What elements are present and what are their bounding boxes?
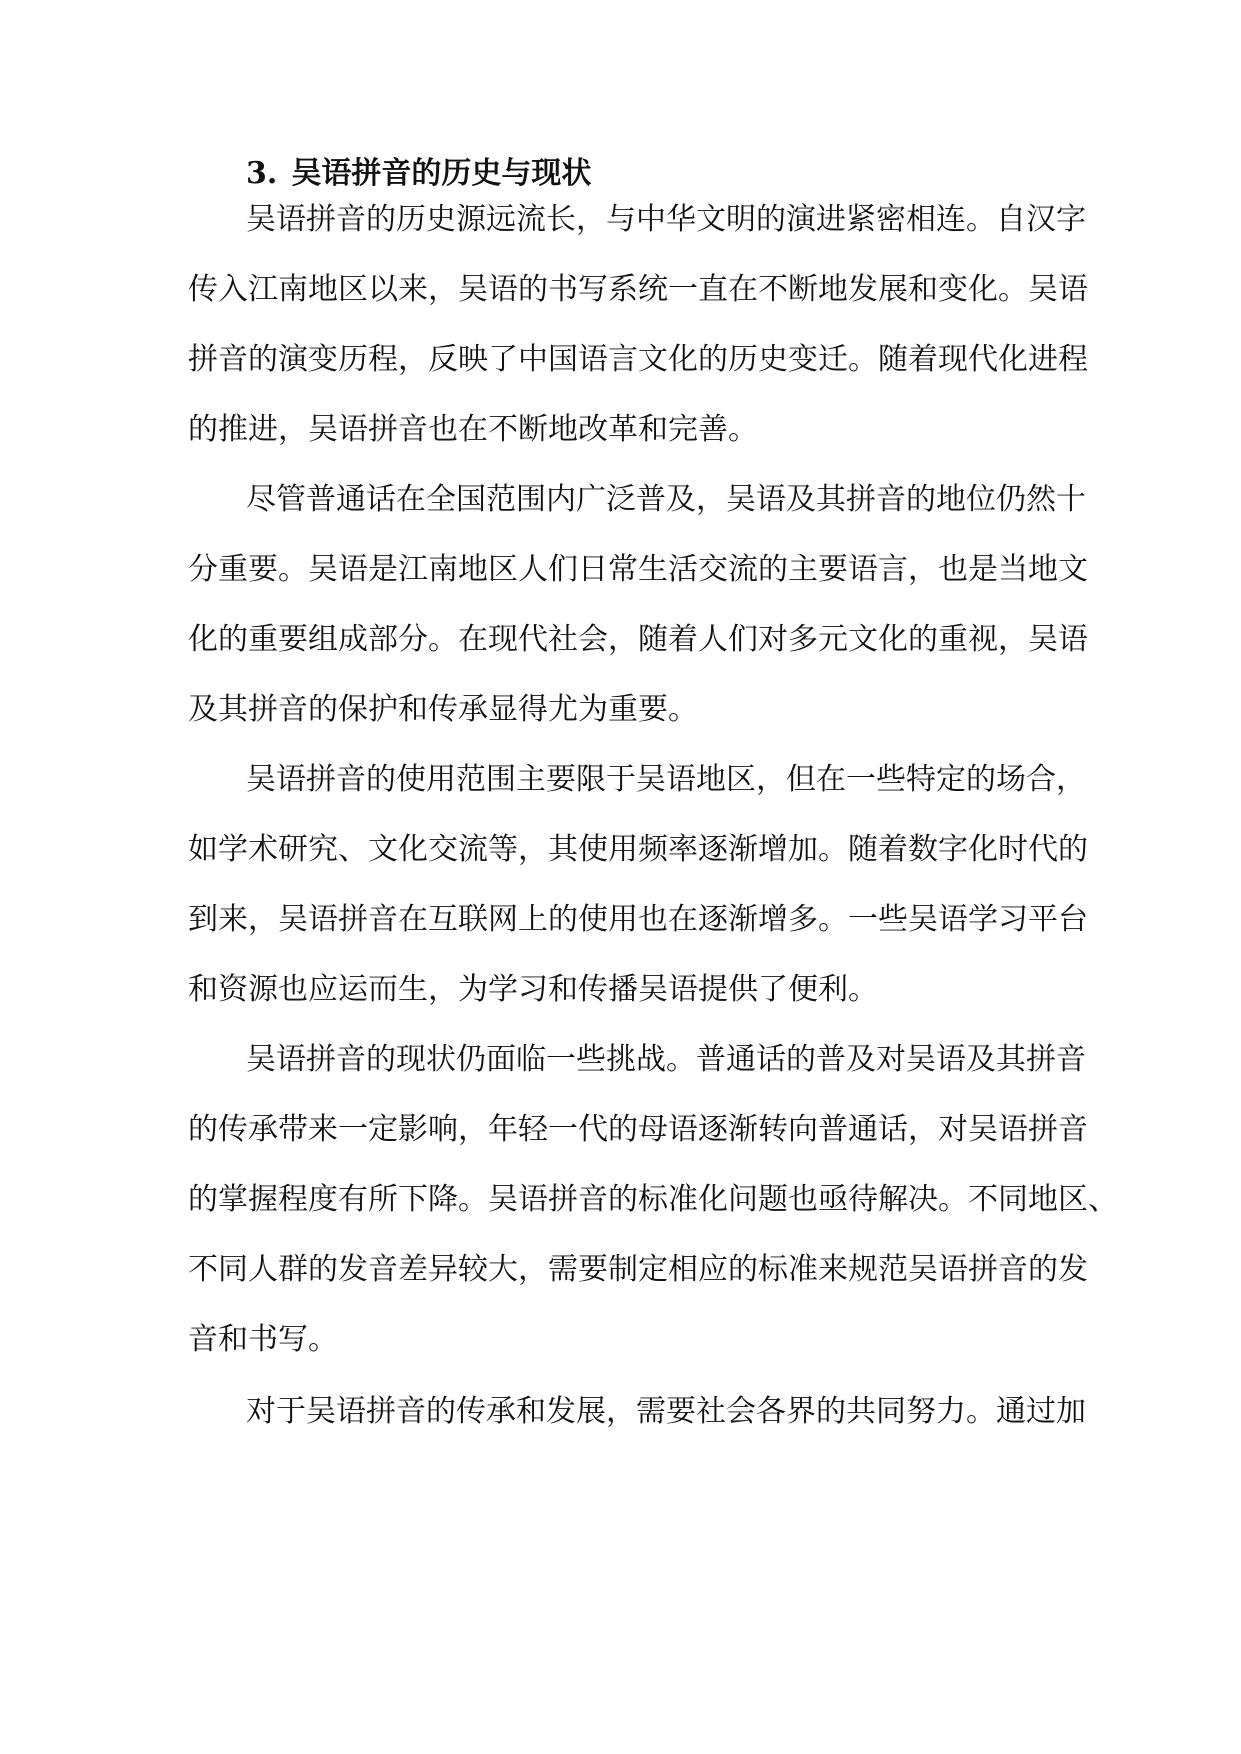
paragraph-1-line-4: 的推进，吴语拼音也在不断地改革和完善。 — [188, 412, 758, 447]
section-title: 吴语拼音的历史与现状 — [291, 156, 592, 191]
paragraph-2-line-3: 化的重要组成部分。在现代社会，随着人们对多元文化的重视，吴语 — [188, 622, 1088, 657]
paragraph-1-line-3: 拼音的演变历程，反映了中国语言文化的历史变迁。随着现代化进程 — [188, 342, 1088, 377]
section-heading — [246, 148, 591, 192]
paragraph-3-line-2: 如学术研究、文化交流等，其使用频率逐渐增加。随着数字化时代的 — [188, 832, 1088, 867]
paragraph-3-line-3: 到来，吴语拼音在互联网上的使用也在逐渐增多。一些吴语学习平台 — [188, 902, 1088, 937]
paragraph-4-line-5: 音和书写。 — [188, 1322, 338, 1357]
paragraph-3-line-1: 吴语拼音的使用范围主要限于吴语地区，但在一些特定的场合， — [246, 762, 1086, 797]
paragraph-2-line-4: 及其拼音的保护和传承显得尤为重要。 — [188, 692, 698, 727]
paragraph-4-line-4: 不同人群的发音差异较大，需要制定相应的标准来规范吴语拼音的发 — [188, 1252, 1088, 1287]
paragraph-4-line-2: 的传承带来一定影响，年轻一代的母语逐渐转向普通话，对吴语拼音 — [188, 1112, 1088, 1147]
paragraph-5-line-1: 对于吴语拼音的传承和发展，需要社会各界的共同努力。通过加 — [246, 1394, 1086, 1429]
paragraph-2-line-1: 尽管普通话在全国范围内广泛普及，吴语及其拼音的地位仍然十 — [246, 482, 1086, 517]
paragraph-4-line-3: 的掌握程度有所下降。吴语拼音的标准化问题也亟待解决。不同地区、 — [188, 1182, 1118, 1217]
paragraph-3-line-4: 和资源也应运而生，为学习和传播吴语提供了便利。 — [188, 972, 878, 1007]
section-number: 3. — [246, 156, 278, 191]
paragraph-4-line-1: 吴语拼音的现状仍面临一些挑战。普通话的普及对吴语及其拼音 — [246, 1042, 1086, 1077]
paragraph-2-line-2: 分重要。吴语是江南地区人们日常生活交流的主要语言，也是当地文 — [188, 552, 1088, 587]
paragraph-1-line-1: 吴语拼音的历史源远流长，与中华文明的演进紧密相连。自汉字 — [246, 202, 1086, 237]
paragraph-1-line-2: 传入江南地区以来，吴语的书写系统一直在不断地发展和变化。吴语 — [188, 272, 1088, 307]
